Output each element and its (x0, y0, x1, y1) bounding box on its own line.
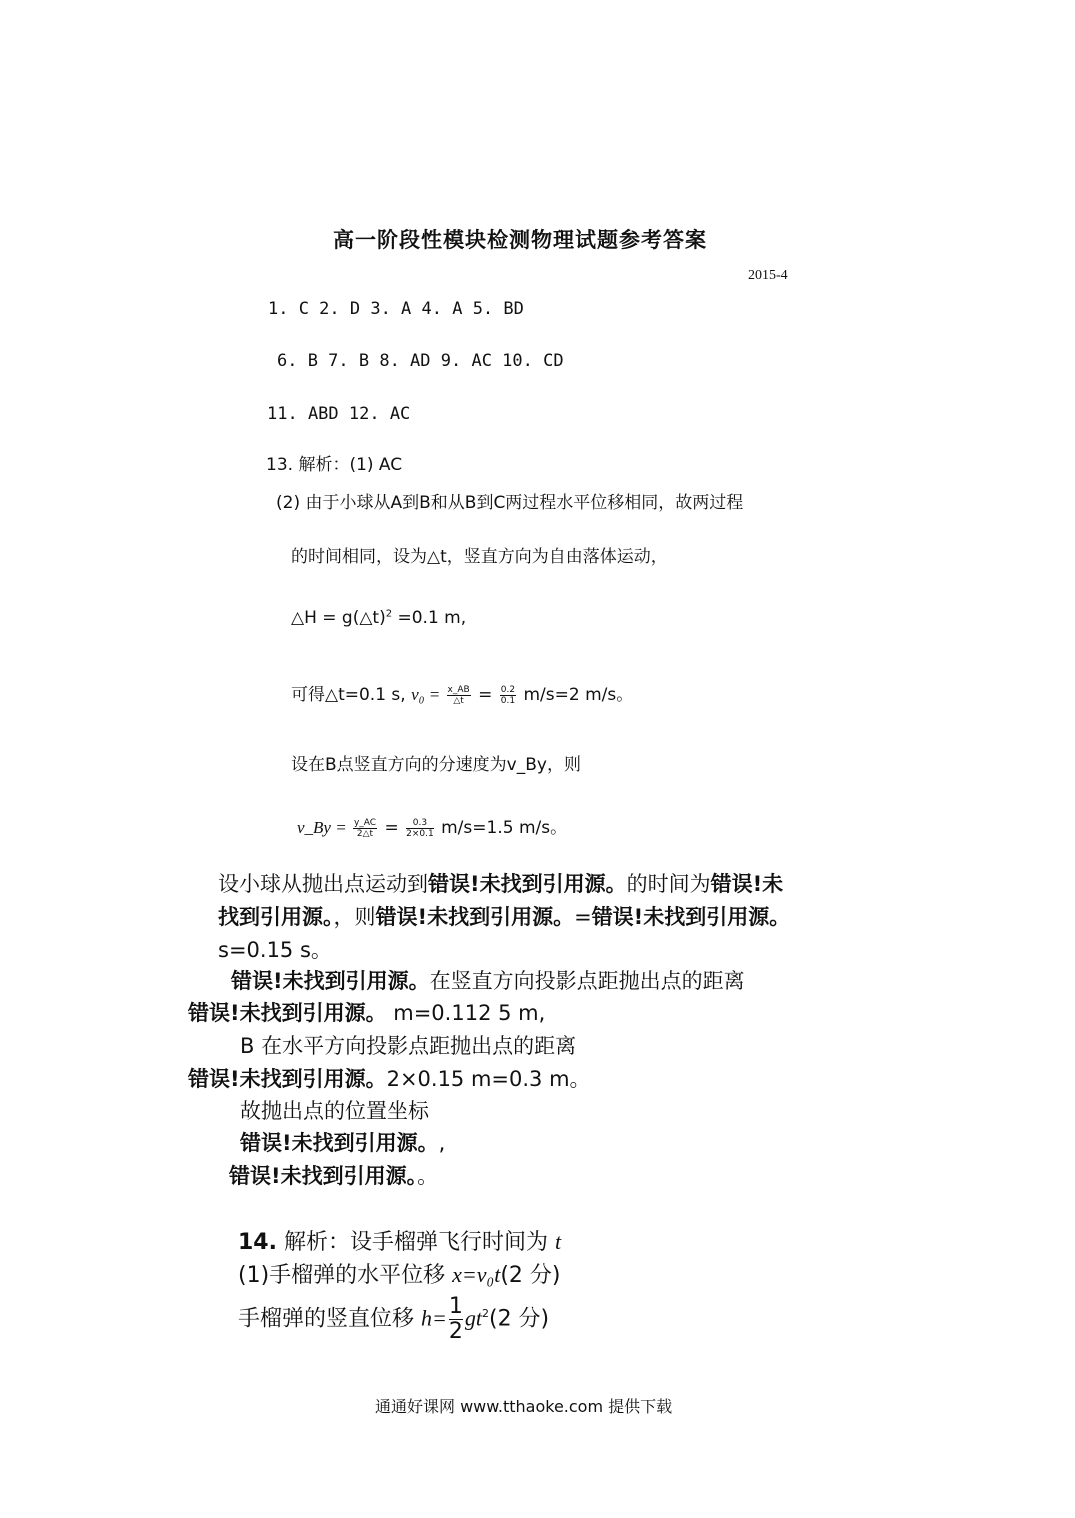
q13-error-line-8: 故抛出点的位置坐标 (240, 1099, 429, 1123)
q14-l2-exponent: 2 (481, 1307, 489, 1321)
eq-dh-exponent: 2 (385, 608, 393, 620)
q14-frac-num: 1 (448, 1294, 463, 1319)
q14-heading-t: t (554, 1229, 562, 1254)
eq-vby-f1-den: 2△t (356, 828, 374, 839)
error-ref: 错误!未找到引用源。 (188, 1067, 387, 1091)
eq-v0-post: m/s=2 m/s。 (523, 685, 634, 705)
eq-v0-f2-num: 0.2 (500, 684, 516, 695)
answers-row-3: 11. ABD 12. AC (267, 404, 411, 424)
eq-vby-f1-num: y_AC (353, 817, 377, 828)
text: 设小球从抛出点运动到 (218, 872, 428, 896)
q14-number: 14. (238, 1230, 277, 1255)
error-ref: 错误!未找到引用源。 (428, 872, 627, 896)
q14-heading (238, 1225, 561, 1256)
q14-heading-text: 解析：设手榴弹飞行时间为 (276, 1230, 555, 1255)
q14-l2-h: h= (421, 1305, 447, 1331)
q14-l2-post: (2 分) (488, 1306, 550, 1332)
date: 2015-4 (748, 268, 788, 283)
error-ref: 错误!未 (710, 872, 784, 896)
q14-frac-den: 2 (448, 1319, 463, 1344)
q13-equation-dh (291, 608, 466, 628)
text: , (438, 1131, 446, 1155)
q13-line-1: (2) 由于小球从A到B和从B到C两过程水平位移相同，故两过程 (276, 493, 744, 513)
q13-line-2: 的时间相同，设为△t，竖直方向为自由落体运动， (291, 547, 668, 567)
eq-v0-pre: 可得△t=0.1 s, (291, 685, 412, 705)
text: 2×0.15 m=0.3 m。 (386, 1067, 591, 1091)
q13-heading: 13. 解析：(1) AC (266, 455, 403, 475)
eq-v0-f1-num: x_AB (447, 684, 470, 695)
eq-vby-f2-num: 0.3 (406, 818, 434, 829)
error-ref: 错误!未找到引用源。 (591, 905, 791, 929)
eq-dh-right: =0.1 m, (392, 608, 467, 628)
eq-v0-f2-den: 0.1 (500, 695, 516, 706)
error-ref: 错误!未找到引用源。 (229, 1164, 418, 1188)
q14-l1-pre: (1)手榴弹的水平位移 (238, 1263, 453, 1288)
q13-equation-v0 (291, 680, 633, 706)
q14-line-2 (238, 1295, 549, 1344)
eq-v0-symbol: v₀ = (411, 685, 445, 704)
error-ref: 错误!未找到引用源。 (188, 1001, 387, 1025)
q13-error-line-5 (188, 997, 545, 1027)
q13-error-line-2 (218, 901, 790, 931)
eq-dh-left: △H = g(△t) (291, 608, 386, 628)
footer-source: 通通好课网 www.tthaoke.com 提供下载 (375, 1397, 673, 1416)
answers-row-2: 6. B 7. B 8. AD 9. AC 10. CD (277, 351, 564, 371)
q13-error-line-4 (231, 965, 745, 995)
eq-v0-f1-den: △t (453, 695, 464, 706)
text: 的时间为 (626, 872, 711, 896)
q13-error-line-6: B 在水平方向投影点距抛出点的距离 (240, 1034, 577, 1058)
q13-error-line-10 (229, 1160, 438, 1190)
eq-vby-fraction-2 (406, 818, 434, 839)
error-ref: 错误!未找到引用源。 (240, 1131, 439, 1155)
text: 。 (417, 1164, 439, 1188)
eq-v0-fraction-2 (500, 685, 516, 706)
eq-vby-symbol: v_By = (297, 818, 351, 837)
q14-l1-post: (2 分) (500, 1263, 561, 1288)
text: ，则 (333, 905, 376, 929)
q13-error-line-1 (218, 868, 783, 898)
eq-vby-fraction-1 (353, 818, 377, 839)
q14-line-1 (238, 1258, 560, 1289)
page-title: 高一阶段性模块检测物理试题参考答案 (333, 227, 707, 252)
eq-vby-post: m/s=1.5 m/s。 (441, 818, 568, 838)
eq-vby-eq: = (384, 818, 405, 838)
text: 在竖直方向投影点距抛出点的距离 (429, 969, 745, 993)
q14-l2-g: gt (464, 1305, 482, 1331)
q13-error-line-9 (240, 1127, 445, 1157)
text: = (574, 905, 592, 929)
q13-error-line-3: s=0.15 s。 (218, 938, 332, 962)
eq-v0-eq: = (478, 685, 498, 705)
q14-l1-math: x=v₀t (452, 1262, 501, 1287)
eq-v0-fraction-1 (447, 685, 471, 706)
q14-l2-pre: 手榴弹的竖直位移 (238, 1306, 421, 1332)
q13-line-5: 设在B点竖直方向的分速度为v_By，则 (291, 755, 581, 775)
q14-half-fraction (449, 1295, 463, 1344)
answers-row-1: 1. C 2. D 3. A 4. A 5. BD (268, 299, 524, 319)
q13-error-line-7 (188, 1063, 591, 1093)
q13-equation-vby (297, 813, 567, 839)
error-ref: 错误!未找到引用源。 (375, 905, 575, 929)
text: m=0.112 5 m, (386, 1001, 546, 1025)
error-ref: 错误!未找到引用源。 (231, 969, 430, 993)
error-ref: 找到引用源。 (218, 905, 334, 929)
eq-vby-f2-den: 2×0.1 (406, 828, 434, 839)
